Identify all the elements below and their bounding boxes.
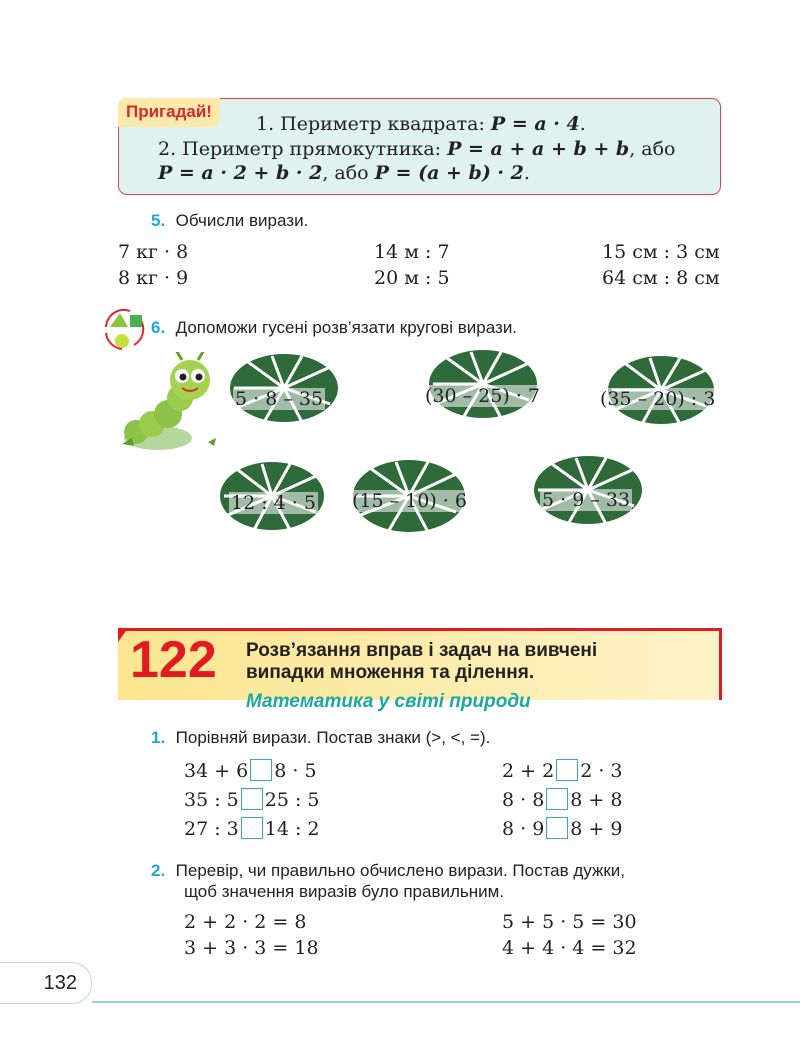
leaf-expression: 5 · 8 – 35 [235,388,324,410]
task-5-expr: 20 м : 5 [374,267,450,289]
task-5-expr: 15 см : 3 см [602,241,720,263]
task-5-expr: 64 см : 8 см [602,267,720,289]
leaf-expression: 12 : 4 · 5 [231,492,316,514]
comparison-row: 35 : 5 25 : 5 [184,789,320,811]
lesson-subtitle: Математика у світі природи [246,691,531,712]
lesson-number: 122 [130,631,217,689]
task-5-expr: 7 кг · 8 [118,241,189,263]
task-5-expr: 14 м : 7 [374,241,450,263]
exercise-1-heading: 1. Порівняй вирази. Постав знаки (>, <, =). [151,728,491,747]
check-expression: 3 + 3 · 3 = 18 [184,937,319,959]
lesson-title: Розв’язання вправ і задач на вивчені випадки множення та ділення. [246,640,598,683]
answer-box[interactable] [241,788,263,810]
caterpillar-illustration [118,352,226,457]
task-6-heading: 6. Допоможи гусені розв’язати кругові вирази. [151,318,518,337]
reminder-line-2: 2. Периметр прямокутника: P = a + a + b + b, або [158,138,676,160]
leaf-expression: (15 – 10) · 6 [352,490,467,512]
comparison-row: 34 + 6 8 · 5 [184,760,317,782]
reminder-label: Пригадай! [118,98,220,127]
answer-box[interactable] [556,759,578,781]
answer-box[interactable] [546,788,568,810]
answer-box[interactable] [546,817,568,839]
shapes-cycle-icon [100,305,148,351]
monstera-leaf-icon [228,350,340,424]
page-number: 132 [0,962,92,1004]
reminder-line-1: 1. Периметр квадрата: P = a · 4. [256,113,586,135]
answer-box[interactable] [250,759,272,781]
task-5-expr: 8 кг · 9 [118,267,189,289]
check-expression: 4 + 4 · 4 = 32 [502,937,637,959]
leaf-expression: (35 – 20) : 3 [600,388,716,410]
exercise-2-heading: 2. Перевір, чи правильно обчислено вирази. Постав дужки, [151,861,626,880]
monstera-leaf-icon [427,346,539,420]
page-divider [92,1001,800,1003]
leaf-expression: 5 · 9 – 33 [542,489,631,511]
exercise-2-text: щоб значення виразів було правильним. [184,882,505,901]
comparison-row: 2 + 2 2 · 3 [502,760,623,782]
check-expression: 5 + 5 · 5 = 30 [502,911,637,933]
reminder-line-3: P = a · 2 + b · 2, або P = (a + b) · 2. [158,162,530,184]
check-expression: 2 + 2 · 2 = 8 [184,911,307,933]
leaf-expression: (30 – 25) · 7 [425,385,540,407]
task-5-heading: 5. Обчисли вирази. [151,211,309,230]
answer-box[interactable] [241,817,263,839]
comparison-row: 8 · 9 8 + 9 [502,818,623,840]
comparison-row: 8 · 8 8 + 8 [502,789,623,811]
comparison-row: 27 : 3 14 : 2 [184,818,320,840]
